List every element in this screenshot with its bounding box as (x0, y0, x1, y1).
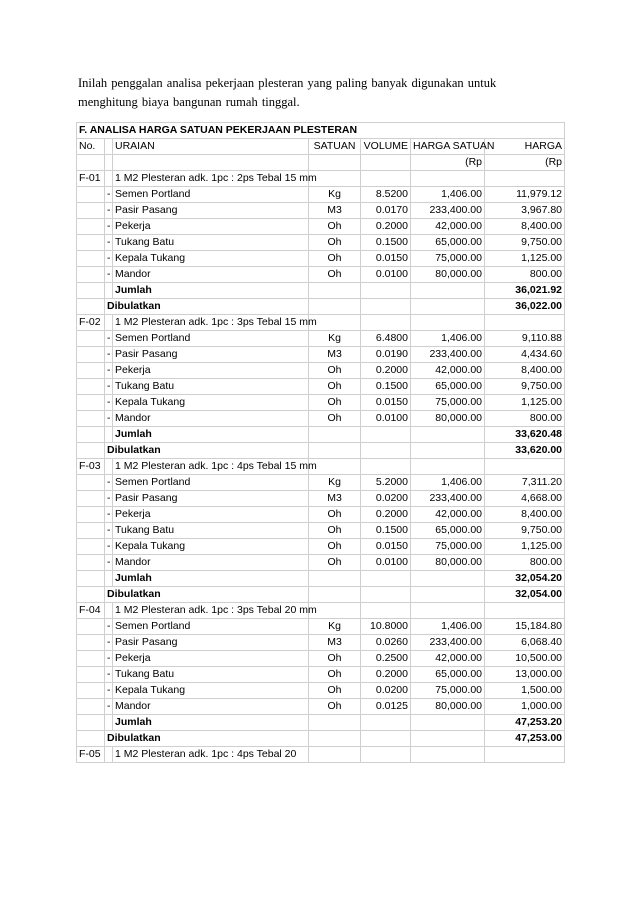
item-volume: 0.1500 (361, 235, 411, 251)
item-unit: Oh (309, 555, 361, 571)
item-dash: - (105, 667, 113, 683)
table-row (77, 491, 565, 507)
item-name: Pasir Pasang (113, 635, 309, 651)
item-unit: Oh (309, 523, 361, 539)
table-row (77, 651, 565, 667)
item-dash: - (105, 235, 113, 251)
jumlah-row (77, 283, 565, 299)
item-dash: - (105, 491, 113, 507)
header-satuan: SATUAN (309, 139, 361, 155)
item-price: 80,000.00 (411, 555, 485, 571)
jumlah-value: 33,620.48 (485, 427, 565, 443)
item-total: 800.00 (485, 267, 565, 283)
item-volume: 0.1500 (361, 523, 411, 539)
item-volume: 0.0190 (361, 347, 411, 363)
item-dash: - (105, 475, 113, 491)
analysis-table (76, 122, 565, 763)
table-row (77, 267, 565, 283)
item-volume: 0.0100 (361, 267, 411, 283)
item-dash: - (105, 187, 113, 203)
table-row (77, 635, 565, 651)
item-name: Pasir Pasang (113, 347, 309, 363)
item-volume: 0.0200 (361, 683, 411, 699)
item-total: 8,400.00 (485, 363, 565, 379)
item-price: 65,000.00 (411, 667, 485, 683)
item-total: 6,068.40 (485, 635, 565, 651)
item-price: 1,406.00 (411, 619, 485, 635)
item-unit: M3 (309, 347, 361, 363)
section-header-row (77, 603, 565, 619)
item-total: 15,184.80 (485, 619, 565, 635)
item-price: 65,000.00 (411, 235, 485, 251)
jumlah-row (77, 571, 565, 587)
item-unit: M3 (309, 203, 361, 219)
item-volume: 0.0150 (361, 539, 411, 555)
item-unit: Oh (309, 507, 361, 523)
section-description: 1 M2 Plesteran adk. 1pc : 3ps Tebal 15 mm (113, 315, 309, 331)
dibulatkan-row (77, 731, 565, 747)
table-row (77, 235, 565, 251)
item-dash: - (105, 683, 113, 699)
item-name: Semen Portland (113, 331, 309, 347)
section-description: 1 M2 Plesteran adk. 1pc : 2ps Tebal 15 mm (113, 171, 309, 187)
jumlah-label: Jumlah (113, 715, 309, 731)
dibulatkan-label: Dibulatkan (105, 587, 309, 603)
item-price: 75,000.00 (411, 539, 485, 555)
item-total: 3,967.80 (485, 203, 565, 219)
jumlah-value: 47,253.20 (485, 715, 565, 731)
table-title-row (77, 123, 565, 139)
header-row (77, 139, 565, 155)
item-unit: Oh (309, 699, 361, 715)
table-row (77, 555, 565, 571)
item-price: 75,000.00 (411, 683, 485, 699)
dibulatkan-row (77, 443, 565, 459)
item-total: 800.00 (485, 555, 565, 571)
item-total: 9,110.88 (485, 331, 565, 347)
table-row (77, 347, 565, 363)
item-unit: Oh (309, 539, 361, 555)
table-row (77, 203, 565, 219)
section-header-row (77, 459, 565, 475)
item-name: Pasir Pasang (113, 203, 309, 219)
item-dash: - (105, 395, 113, 411)
item-price: 75,000.00 (411, 251, 485, 267)
item-total: 1,500.00 (485, 683, 565, 699)
item-total: 9,750.00 (485, 379, 565, 395)
table-row (77, 539, 565, 555)
item-volume: 0.2000 (361, 667, 411, 683)
item-volume: 0.2000 (361, 363, 411, 379)
section-header-row (77, 171, 565, 187)
item-name: Pekerja (113, 219, 309, 235)
item-unit: Kg (309, 475, 361, 491)
table-row (77, 187, 565, 203)
item-price: 80,000.00 (411, 699, 485, 715)
item-price: 1,406.00 (411, 187, 485, 203)
item-dash: - (105, 699, 113, 715)
table-row (77, 331, 565, 347)
item-price: 1,406.00 (411, 331, 485, 347)
item-dash: - (105, 539, 113, 555)
item-dash: - (105, 635, 113, 651)
item-unit: Oh (309, 235, 361, 251)
item-dash: - (105, 507, 113, 523)
item-volume: 0.1500 (361, 379, 411, 395)
item-name: Pekerja (113, 363, 309, 379)
item-dash: - (105, 219, 113, 235)
table-row (77, 379, 565, 395)
item-total: 7,311.20 (485, 475, 565, 491)
item-dash: - (105, 331, 113, 347)
item-dash: - (105, 651, 113, 667)
table-row (77, 251, 565, 267)
item-total: 8,400.00 (485, 219, 565, 235)
item-name: Tukang Batu (113, 235, 309, 251)
item-name: Mandor (113, 267, 309, 283)
table-row (77, 411, 565, 427)
item-dash: - (105, 555, 113, 571)
table-row (77, 683, 565, 699)
jumlah-value: 32,054.20 (485, 571, 565, 587)
intro-paragraph (78, 74, 518, 112)
item-name: Kepala Tukang (113, 539, 309, 555)
item-name: Kepala Tukang (113, 395, 309, 411)
item-dash: - (105, 347, 113, 363)
item-name: Mandor (113, 699, 309, 715)
item-volume: 0.0125 (361, 699, 411, 715)
section-code: F-02 (77, 315, 105, 331)
dibulatkan-value: 32,054.00 (485, 587, 565, 603)
jumlah-label: Jumlah (113, 571, 309, 587)
item-name: Semen Portland (113, 475, 309, 491)
item-dash: - (105, 411, 113, 427)
item-volume: 0.0200 (361, 491, 411, 507)
item-name: Semen Portland (113, 619, 309, 635)
item-volume: 0.0150 (361, 251, 411, 267)
item-total: 1,125.00 (485, 395, 565, 411)
item-unit: Oh (309, 219, 361, 235)
header-unit-row (77, 155, 565, 171)
section-header-row (77, 747, 565, 763)
item-price: 233,400.00 (411, 491, 485, 507)
item-unit: Oh (309, 651, 361, 667)
item-total: 9,750.00 (485, 523, 565, 539)
intro-line-2: menghitung biaya bangunan rumah tinggal. (78, 95, 300, 109)
item-price: 42,000.00 (411, 651, 485, 667)
item-price: 75,000.00 (411, 395, 485, 411)
table-row (77, 699, 565, 715)
item-name: Kepala Tukang (113, 683, 309, 699)
item-total: 10,500.00 (485, 651, 565, 667)
item-name: Tukang Batu (113, 379, 309, 395)
item-name: Pekerja (113, 507, 309, 523)
item-volume: 0.2500 (361, 651, 411, 667)
item-name: Pekerja (113, 651, 309, 667)
item-unit: Kg (309, 331, 361, 347)
section-description: 1 M2 Plesteran adk. 1pc : 4ps Tebal 15 mm (113, 459, 309, 475)
item-price: 42,000.00 (411, 363, 485, 379)
item-volume: 0.0150 (361, 395, 411, 411)
item-price: 1,406.00 (411, 475, 485, 491)
item-price: 65,000.00 (411, 379, 485, 395)
item-dash: - (105, 619, 113, 635)
item-unit: Oh (309, 411, 361, 427)
item-dash: - (105, 203, 113, 219)
item-unit: Oh (309, 395, 361, 411)
item-volume: 6.4800 (361, 331, 411, 347)
jumlah-value: 36,021.92 (485, 283, 565, 299)
item-volume: 0.2000 (361, 507, 411, 523)
intro-line-1: Inilah penggalan analisa pekerjaan plesteran yang paling banyak digunakan untuk (78, 76, 497, 90)
item-name: Kepala Tukang (113, 251, 309, 267)
header-no: No. (77, 139, 105, 155)
item-volume: 0.0100 (361, 411, 411, 427)
dibulatkan-row (77, 587, 565, 603)
header-harga-unit: (Rp (485, 155, 565, 171)
item-name: Mandor (113, 411, 309, 427)
item-dash: - (105, 363, 113, 379)
jumlah-label: Jumlah (113, 427, 309, 443)
item-dash: - (105, 523, 113, 539)
jumlah-row (77, 427, 565, 443)
table-row (77, 667, 565, 683)
header-harga: HARGA (485, 139, 565, 155)
item-volume: 8.5200 (361, 187, 411, 203)
item-volume: 0.0260 (361, 635, 411, 651)
table-row (77, 363, 565, 379)
section-code: F-01 (77, 171, 105, 187)
item-volume: 0.0100 (361, 555, 411, 571)
item-unit: Oh (309, 667, 361, 683)
item-total: 1,125.00 (485, 539, 565, 555)
item-volume: 10.8000 (361, 619, 411, 635)
section-code: F-04 (77, 603, 105, 619)
header-harga-satuan: HARGA SATUAN (411, 139, 485, 155)
dibulatkan-label: Dibulatkan (105, 731, 309, 747)
section-code: F-03 (77, 459, 105, 475)
dibulatkan-label: Dibulatkan (105, 443, 309, 459)
item-unit: Kg (309, 619, 361, 635)
dibulatkan-label: Dibulatkan (105, 299, 309, 315)
item-total: 13,000.00 (485, 667, 565, 683)
item-unit: Oh (309, 267, 361, 283)
section-header-row (77, 315, 565, 331)
item-unit: Oh (309, 683, 361, 699)
item-total: 1,125.00 (485, 251, 565, 267)
item-price: 42,000.00 (411, 507, 485, 523)
item-total: 4,434.60 (485, 347, 565, 363)
dibulatkan-value: 47,253.00 (485, 731, 565, 747)
item-price: 233,400.00 (411, 635, 485, 651)
dibulatkan-row (77, 299, 565, 315)
item-unit: Kg (309, 187, 361, 203)
item-volume: 5.2000 (361, 475, 411, 491)
item-total: 8,400.00 (485, 507, 565, 523)
item-volume: 0.2000 (361, 219, 411, 235)
item-dash: - (105, 251, 113, 267)
table-row (77, 507, 565, 523)
header-volume: VOLUME (361, 139, 411, 155)
section-code: F-05 (77, 747, 105, 763)
header-uraian: URAIAN (113, 139, 309, 155)
item-price: 42,000.00 (411, 219, 485, 235)
item-dash: - (105, 267, 113, 283)
table-row (77, 523, 565, 539)
item-price: 233,400.00 (411, 203, 485, 219)
table-row (77, 619, 565, 635)
item-name: Semen Portland (113, 187, 309, 203)
item-price: 65,000.00 (411, 523, 485, 539)
item-price: 233,400.00 (411, 347, 485, 363)
header-harga-satuan-unit: (Rp (411, 155, 485, 171)
item-name: Tukang Batu (113, 523, 309, 539)
item-unit: Oh (309, 379, 361, 395)
item-unit: Oh (309, 363, 361, 379)
item-name: Mandor (113, 555, 309, 571)
jumlah-label: Jumlah (113, 283, 309, 299)
item-total: 9,750.00 (485, 235, 565, 251)
item-unit: M3 (309, 491, 361, 507)
item-dash: - (105, 379, 113, 395)
section-description: 1 M2 Plesteran adk. 1pc : 3ps Tebal 20 mm (113, 603, 309, 619)
table-row (77, 219, 565, 235)
item-unit: M3 (309, 635, 361, 651)
item-unit: Oh (309, 251, 361, 267)
item-price: 80,000.00 (411, 411, 485, 427)
dibulatkan-value: 36,022.00 (485, 299, 565, 315)
table-row (77, 475, 565, 491)
section-description: 1 M2 Plesteran adk. 1pc : 4ps Tebal 20 (113, 747, 309, 763)
dibulatkan-value: 33,620.00 (485, 443, 565, 459)
item-total: 11,979.12 (485, 187, 565, 203)
item-name: Pasir Pasang (113, 491, 309, 507)
item-price: 80,000.00 (411, 267, 485, 283)
item-total: 800.00 (485, 411, 565, 427)
item-volume: 0.0170 (361, 203, 411, 219)
jumlah-row (77, 715, 565, 731)
item-total: 1,000.00 (485, 699, 565, 715)
item-total: 4,668.00 (485, 491, 565, 507)
table-row (77, 395, 565, 411)
table-title: F. ANALISA HARGA SATUAN PEKERJAAN PLESTERAN (77, 123, 565, 139)
item-name: Tukang Batu (113, 667, 309, 683)
